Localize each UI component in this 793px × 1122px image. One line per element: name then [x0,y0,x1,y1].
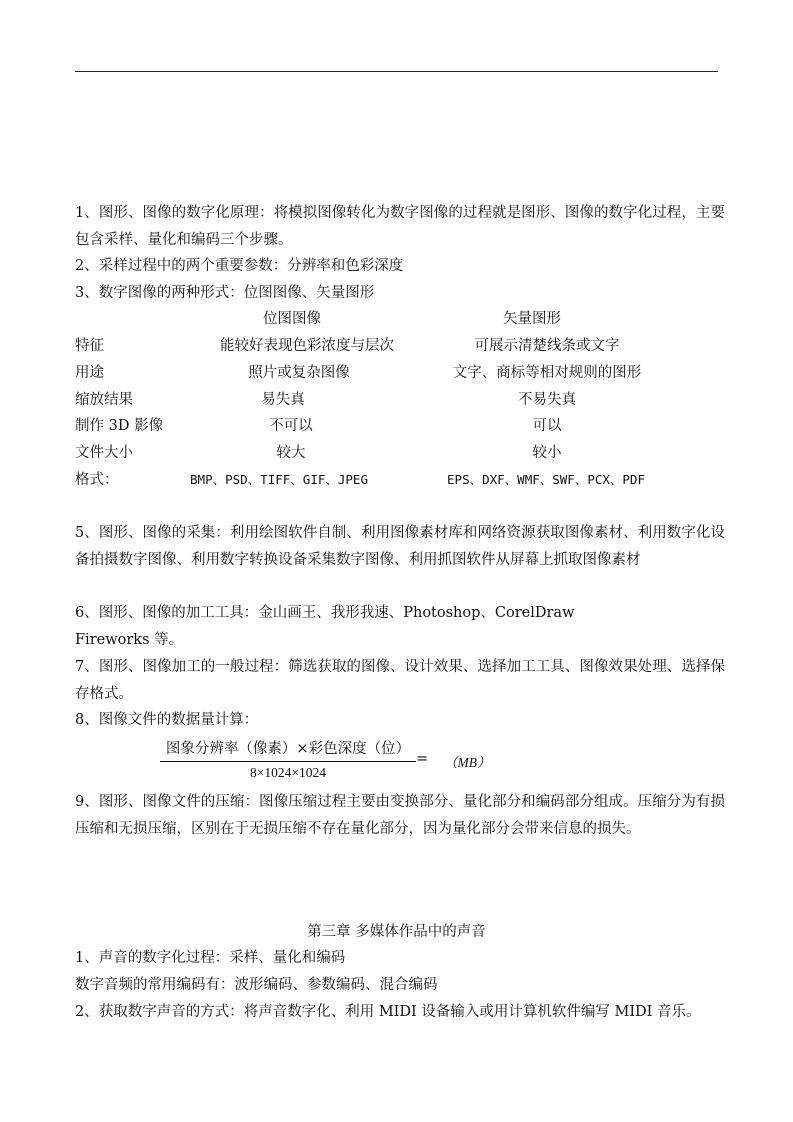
header-rule [75,71,718,72]
paragraph-sampling-parameters: 2、采样过程中的两个重要参数：分辨率和色彩深度 [75,258,404,274]
fraction-bar [160,761,416,762]
paragraph-digitization-principle: 1、图形、图像的数字化原理：将模拟图像转化为数字图像的过程就是图形、图像的数字化过程，主要包含采样、量化和编码三个步骤。 [75,205,725,248]
paragraph-processing-steps: 7、图形、图像加工的一般过程：筛选获取的图像、设计效果、选择加工工具、图像效果处理、选择保存格式。 [75,659,725,702]
table-header-bitmap: 位图图像 [263,311,321,327]
table-cell-vector: 较小 [532,445,562,461]
table-row-label: 制作 3D 影像 [75,418,164,434]
paragraph-compression: 9、图形、图像文件的压缩：图像压缩过程主要由变换部分、量化部分和编码部分组成。压缩分为有损压缩和无损压缩，区别在于无损压缩不存在量化部分，因为量化部分会带来信息的损失。 [75,794,725,837]
table-cell-bitmap: 不可以 [269,418,313,434]
paragraph-audio-encoding: 数字音频的常用编码有：波形编码、参数编码、混合编码 [75,977,438,993]
formula-equals: = [416,751,429,767]
paragraph-processing-tools-cont: Fireworks 等。 [75,632,184,648]
table-cell-vector: 可展示清楚线条或文字 [474,338,620,354]
data-size-formula [160,738,416,783]
table-row-label: 缩放结果 [75,392,133,408]
table-row-label: 文件大小 [75,445,133,461]
table-cell-vector: 不易失真 [518,392,576,408]
table-row-label: 用途 [75,365,104,381]
formula-numerator: 图象分辨率（像素）×彩色深度（位） [165,741,411,757]
formula-denominator: 8×1024×1024 [250,765,326,780]
table-cell-bitmap: 能较好表现色彩浓度与层次 [220,338,394,354]
table-cell-vector: 可以 [532,418,562,434]
formula-unit: （MB） [444,755,491,770]
table-cell-bitmap-formats: BMP、PSD、TIFF、GIF、JPEG [190,472,368,487]
table-row-label: 格式： [75,472,119,488]
paragraph-data-size: 8、图像文件的数据量计算： [75,712,259,728]
table-cell-vector: 文字、商标等相对规则的图形 [452,365,642,381]
table-row-label: 特征 [75,338,104,354]
table-cell-bitmap: 照片或复杂图像 [248,365,350,381]
paragraph-sound-acquisition: 2、获取数字声音的方式：将声音数字化、利用 MIDI 设备输入或用计算机软件编写 MIDI 音乐。 [75,1004,701,1020]
paragraph-sound-digitization: 1、声音的数字化过程：采样、量化和编码 [75,950,346,966]
table-cell-vector-formats: EPS、DXF、WMF、SWF、PCX、PDF [447,472,645,487]
paragraph-image-forms: 3、数字图像的两种形式：位图图像、矢量图形 [75,285,375,301]
table-cell-bitmap: 易失真 [261,392,305,408]
paragraph-processing-tools: 6、图形、图像的加工工具：金山画王、我形我速、Photoshop、CorelDraw [75,605,575,621]
table-cell-bitmap: 较大 [276,445,306,461]
table-header-vector: 矢量图形 [503,311,561,327]
paragraph-image-acquisition: 5、图形、图像的采集：利用绘图软件自制、利用图像素材库和网络资源获取图像素材、利用数字化设备拍摄数字图像、利用数字转换设备采集数字图像、利用抓图软件从屏幕上抓取图像素材 [75,525,725,568]
chapter-title: 第三章 多媒体作品中的声音 [307,924,486,940]
